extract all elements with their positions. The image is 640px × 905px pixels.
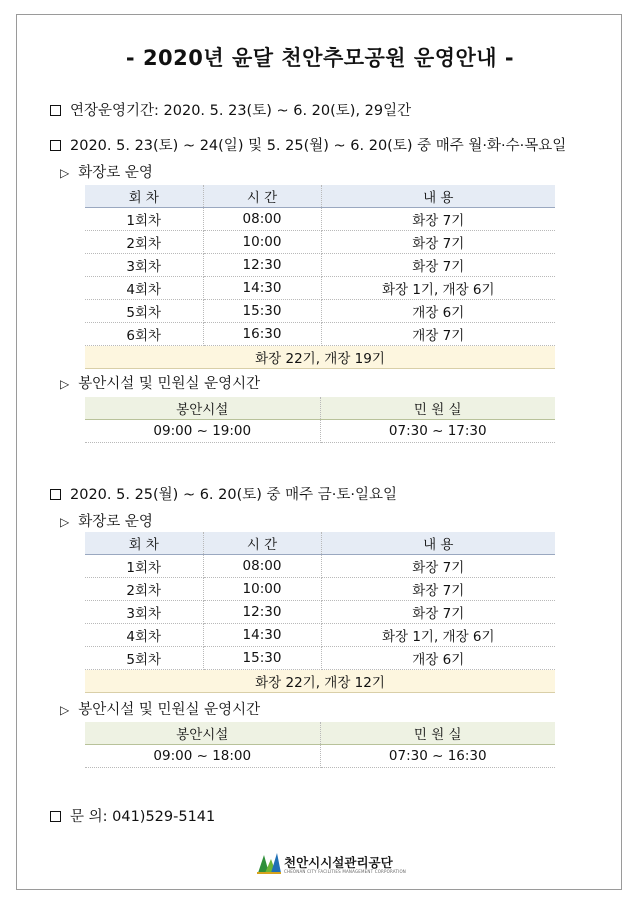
content-cell: 개장 6기: [321, 300, 555, 323]
section2-crematory-heading: [60, 510, 153, 531]
round-cell: 5회차: [85, 647, 203, 670]
triangle-bullet-icon: ▷: [60, 377, 70, 391]
time-cell: 08:00: [203, 208, 321, 231]
content-cell: 화장 7기: [321, 601, 555, 624]
table-row: [85, 578, 555, 601]
table-row: [85, 254, 555, 277]
section2-crematory-heading-text: 화장로 운영: [78, 514, 153, 530]
table-row: [85, 208, 555, 231]
content-cell: 개장 7기: [321, 323, 555, 346]
round-cell: 3회차: [85, 601, 203, 624]
corporation-logo-icon: [256, 851, 282, 875]
round-cell: 1회차: [85, 555, 203, 578]
square-bullet-icon: [50, 105, 61, 116]
enshrinement-hours-cell: 09:00 ~ 19:00: [85, 420, 320, 443]
table-row: [85, 624, 555, 647]
time-cell: 12:30: [203, 601, 321, 624]
table-header-row: [85, 397, 555, 420]
table-row: [85, 300, 555, 323]
table-row: [85, 555, 555, 578]
contact-text: 문 의: 041)529-5141: [70, 809, 216, 825]
table-row: [85, 231, 555, 254]
column-header-civil-office: 민 원 실: [320, 722, 555, 745]
time-cell: 14:30: [203, 277, 321, 300]
total-cell: 화장 22기, 개장 19기: [85, 346, 555, 369]
section2-schedule-table: [85, 532, 555, 693]
civil-office-hours-cell: 07:30 ~ 16:30: [320, 745, 555, 768]
table-row: [85, 601, 555, 624]
time-cell: 15:30: [203, 647, 321, 670]
triangle-bullet-icon: ▷: [60, 166, 70, 180]
content-cell: 화장 7기: [321, 208, 555, 231]
table-header-row: [85, 532, 555, 555]
round-cell: 6회차: [85, 323, 203, 346]
content-cell: 화장 7기: [321, 231, 555, 254]
time-cell: 12:30: [203, 254, 321, 277]
table-header-row: [85, 722, 555, 745]
table-row: [85, 323, 555, 346]
column-header-time: 시 간: [203, 185, 321, 208]
square-bullet-icon: [50, 140, 61, 151]
civil-office-hours-cell: 07:30 ~ 17:30: [320, 420, 555, 443]
square-bullet-icon: [50, 811, 61, 822]
section2-hours-table: [85, 722, 555, 768]
time-cell: 16:30: [203, 323, 321, 346]
section1-hours-heading-text: 봉안시설 및 민원실 운영시간: [78, 376, 261, 392]
table-row: [85, 277, 555, 300]
time-cell: 15:30: [203, 300, 321, 323]
round-cell: 2회차: [85, 578, 203, 601]
content-cell: 화장 1기, 개장 6기: [321, 624, 555, 647]
column-header-round: 회 차: [85, 185, 203, 208]
column-header-enshrinement: 봉안시설: [85, 397, 320, 420]
content-cell: 화장 7기: [321, 254, 555, 277]
section2-heading: [50, 483, 397, 504]
column-header-enshrinement: 봉안시설: [85, 722, 320, 745]
content-cell: 개장 6기: [321, 647, 555, 670]
time-cell: 10:00: [203, 578, 321, 601]
content-cell: 화장 1기, 개장 6기: [321, 277, 555, 300]
round-cell: 5회차: [85, 300, 203, 323]
table-total-row: [85, 346, 555, 369]
column-header-civil-office: 민 원 실: [320, 397, 555, 420]
content-cell: 화장 7기: [321, 555, 555, 578]
time-cell: 14:30: [203, 624, 321, 647]
section1-schedule-table: [85, 185, 555, 369]
total-cell: 화장 22기, 개장 12기: [85, 670, 555, 693]
triangle-bullet-icon: ▷: [60, 703, 70, 717]
round-cell: 2회차: [85, 231, 203, 254]
triangle-bullet-icon: ▷: [60, 515, 70, 529]
table-header-row: [85, 185, 555, 208]
section2-heading-text: 2020. 5. 25(월) ~ 6. 20(토) 중 매주 금·토·일요일: [70, 487, 398, 503]
column-header-content: 내 용: [321, 185, 555, 208]
extended-period-text: 연장운영기간: 2020. 5. 23(토) ~ 6. 20(토), 29일간: [70, 103, 412, 119]
round-cell: 3회차: [85, 254, 203, 277]
section1-crematory-heading: [60, 161, 153, 182]
section1-crematory-heading-text: 화장로 운영: [78, 165, 153, 181]
section1-hours-table: [85, 397, 555, 443]
content-cell: 화장 7기: [321, 578, 555, 601]
table-row: [85, 745, 555, 768]
contact-line: [50, 805, 215, 826]
square-bullet-icon: [50, 489, 61, 500]
table-row: [85, 420, 555, 443]
page-title: - 2020년 윤달 천안추모공원 운영안내 -: [125, 46, 515, 70]
table-total-row: [85, 670, 555, 693]
round-cell: 1회차: [85, 208, 203, 231]
enshrinement-hours-cell: 09:00 ~ 18:00: [85, 745, 320, 768]
section1-heading-text: 2020. 5. 23(토) ~ 24(일) 및 5. 25(월) ~ 6. 20(토) 중 매주 월·화·수·목요일: [70, 138, 567, 154]
corporation-logo: [256, 851, 406, 877]
round-cell: 4회차: [85, 624, 203, 647]
section1-hours-heading: [60, 372, 260, 393]
corporation-subtitle: CHEONAN CITY FACILITIES MANAGEMENT CORPORATION: [284, 869, 406, 874]
time-cell: 08:00: [203, 555, 321, 578]
section2-hours-heading-text: 봉안시설 및 민원실 운영시간: [78, 702, 261, 718]
time-cell: 10:00: [203, 231, 321, 254]
column-header-time: 시 간: [203, 532, 321, 555]
round-cell: 4회차: [85, 277, 203, 300]
section1-heading: [50, 134, 566, 155]
table-row: [85, 647, 555, 670]
corporation-name: 천안시시설관리공단: [284, 855, 393, 870]
column-header-round: 회 차: [85, 532, 203, 555]
extended-period-line: [50, 99, 411, 120]
section2-hours-heading: [60, 698, 260, 719]
column-header-content: 내 용: [321, 532, 555, 555]
